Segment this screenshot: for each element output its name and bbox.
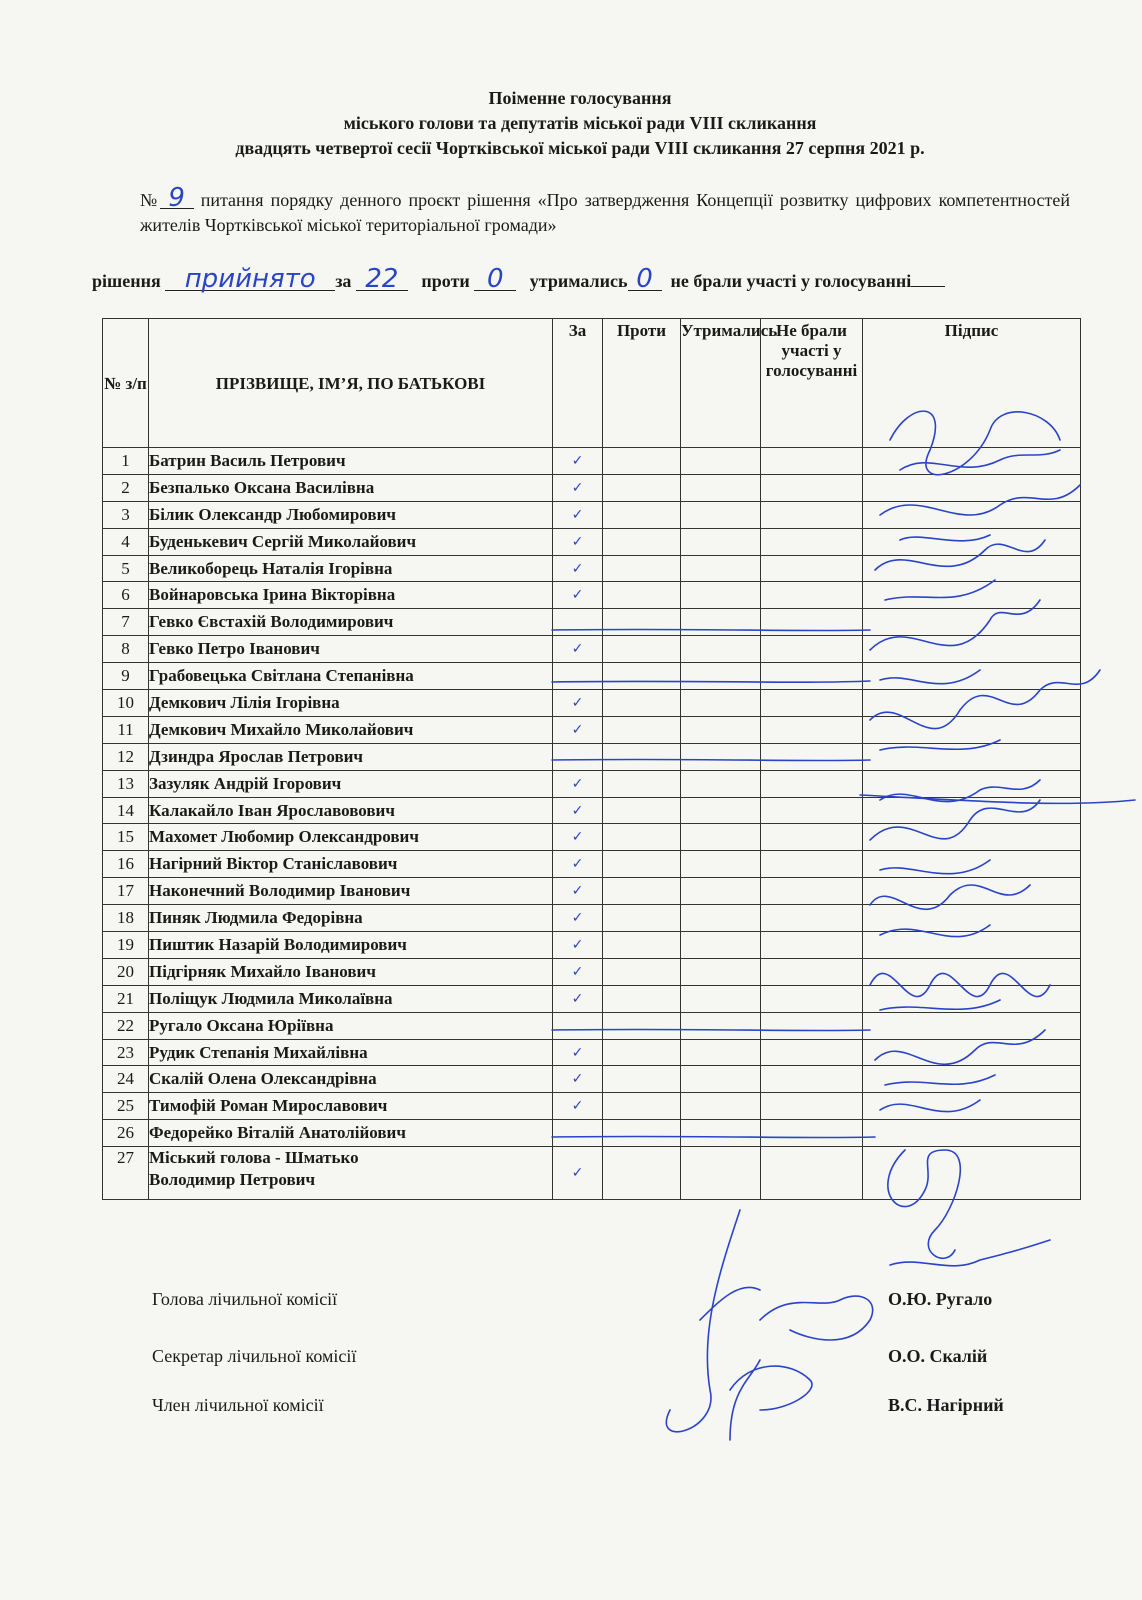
member-name: Безпалько Оксана Василівна xyxy=(149,474,553,501)
row-number: 9 xyxy=(103,663,149,690)
member-name: Махомет Любомир Олександрович xyxy=(149,824,553,851)
commission-secretary-name: О.О. Скалій xyxy=(888,1346,988,1366)
member-name-line2: Володимир Петрович xyxy=(149,1170,316,1190)
vote-not-voted-cell xyxy=(761,958,863,985)
signature-cell xyxy=(863,932,1081,959)
row-number: 21 xyxy=(103,985,149,1012)
vote-against-cell xyxy=(603,770,681,797)
vote-for-mark xyxy=(553,1012,603,1039)
table-row xyxy=(103,1012,1081,1039)
signature-cell xyxy=(863,636,1081,663)
vote-not-voted-cell xyxy=(761,1147,863,1200)
vote-for-mark: ✓ xyxy=(553,958,603,985)
vote-for-mark: ✓ xyxy=(553,1066,603,1093)
table-row xyxy=(103,1147,1081,1200)
vote-against-cell xyxy=(603,851,681,878)
member-name: Поліщук Людмила Миколаївна xyxy=(149,985,553,1012)
member-name: Нагірний Віктор Станіславович xyxy=(149,851,553,878)
table-row xyxy=(103,609,1081,636)
member-name: Федорейко Віталій Анатолійович xyxy=(149,1120,553,1147)
vote-for-mark: ✓ xyxy=(553,851,603,878)
row-number: 23 xyxy=(103,1039,149,1066)
row-number: 2 xyxy=(103,474,149,501)
vote-against-cell xyxy=(603,582,681,609)
vote-not-voted-cell xyxy=(761,528,863,555)
signature-cell xyxy=(863,528,1081,555)
member-name: Білик Олександр Любомирович xyxy=(149,501,553,528)
table-row xyxy=(103,474,1081,501)
commission-member-label: Член лічильної комісії xyxy=(152,1395,324,1415)
vote-abstain-cell xyxy=(681,797,761,824)
row-number: 18 xyxy=(103,905,149,932)
vote-abstain-cell xyxy=(681,663,761,690)
row-number: 12 xyxy=(103,743,149,770)
vote-not-voted-cell xyxy=(761,474,863,501)
vote-for-mark xyxy=(553,663,603,690)
commission-member-name: В.С. Нагірний xyxy=(888,1395,1004,1415)
table-row xyxy=(103,743,1081,770)
vote-for-mark: ✓ xyxy=(553,448,603,475)
signature-cell xyxy=(863,1012,1081,1039)
for-count: 22 xyxy=(356,268,408,291)
vote-for-mark: ✓ xyxy=(553,1147,603,1200)
vote-abstain-cell xyxy=(681,743,761,770)
table-row xyxy=(103,582,1081,609)
member-name: Підгірняк Михайло Іванович xyxy=(149,958,553,985)
vote-against-cell xyxy=(603,690,681,717)
vote-not-voted-cell xyxy=(761,1039,863,1066)
vote-for-mark: ✓ xyxy=(553,528,603,555)
vote-for-mark: ✓ xyxy=(553,1093,603,1120)
table-row xyxy=(103,690,1081,717)
footer-signature-scribble xyxy=(666,1210,760,1432)
signature-cell xyxy=(863,905,1081,932)
table-row xyxy=(103,501,1081,528)
member-name: Батрин Василь Петрович xyxy=(149,448,553,475)
vote-for-mark: ✓ xyxy=(553,797,603,824)
row-number: 19 xyxy=(103,932,149,959)
signature-cell xyxy=(863,1147,1081,1200)
member-name: Тимофій Роман Мирославович xyxy=(149,1093,553,1120)
vote-not-voted-cell xyxy=(761,690,863,717)
row-number: 13 xyxy=(103,770,149,797)
vote-against-cell xyxy=(603,555,681,582)
row-number: 1 xyxy=(103,448,149,475)
member-name: Рудик Степанія Михайлівна xyxy=(149,1039,553,1066)
signature-cell xyxy=(863,474,1081,501)
footer-signature-scribble xyxy=(890,1240,1050,1266)
vote-abstain-cell xyxy=(681,824,761,851)
abstain-label: утримались xyxy=(529,271,628,291)
table-row xyxy=(103,1120,1081,1147)
vote-not-voted-cell xyxy=(761,1012,863,1039)
against-count: 0 xyxy=(474,268,516,291)
vote-abstain-cell xyxy=(681,716,761,743)
table-row xyxy=(103,448,1081,475)
vote-not-voted-cell xyxy=(761,636,863,663)
member-name: Пиштик Назарій Володимирович xyxy=(149,932,553,959)
for-label: за xyxy=(335,271,352,291)
row-number: 16 xyxy=(103,851,149,878)
col-abstain-header: Утримались xyxy=(681,319,761,448)
member-name: Демкович Михайло Миколайович xyxy=(149,716,553,743)
table-row xyxy=(103,797,1081,824)
vote-abstain-cell xyxy=(681,770,761,797)
row-number: 26 xyxy=(103,1120,149,1147)
footer-signature-scribble xyxy=(760,1296,873,1340)
vote-not-voted-cell xyxy=(761,797,863,824)
commission-chair-label: Голова лічильної комісії xyxy=(152,1289,338,1309)
table-row xyxy=(103,932,1081,959)
row-number: 17 xyxy=(103,878,149,905)
vote-not-voted-cell xyxy=(761,1066,863,1093)
vote-against-cell xyxy=(603,932,681,959)
signature-cell xyxy=(863,1039,1081,1066)
vote-abstain-cell xyxy=(681,582,761,609)
vote-not-voted-cell xyxy=(761,851,863,878)
against-label: проти xyxy=(421,271,470,291)
row-number: 10 xyxy=(103,690,149,717)
vote-for-mark: ✓ xyxy=(553,770,603,797)
vote-for-mark: ✓ xyxy=(553,582,603,609)
signature-cell xyxy=(863,716,1081,743)
vote-for-mark: ✓ xyxy=(553,716,603,743)
vote-abstain-cell xyxy=(681,555,761,582)
signature-cell xyxy=(863,690,1081,717)
session-line: двадцять четвертої сесії Чортківської міської ради VIII скликання 27 серпня 2021 р. xyxy=(235,138,925,158)
member-name: Дзиндра Ярослав Петрович xyxy=(149,743,553,770)
vote-table-body xyxy=(103,448,1081,1200)
signature-cell xyxy=(863,1120,1081,1147)
vote-not-voted-cell xyxy=(761,663,863,690)
vote-against-cell xyxy=(603,448,681,475)
member-name: Наконечний Володимир Іванович xyxy=(149,878,553,905)
vote-abstain-cell xyxy=(681,501,761,528)
vote-for-mark: ✓ xyxy=(553,905,603,932)
vote-not-voted-cell xyxy=(761,743,863,770)
vote-not-voted-cell xyxy=(761,555,863,582)
vote-abstain-cell xyxy=(681,1066,761,1093)
vote-abstain-cell xyxy=(681,1093,761,1120)
signature-cell xyxy=(863,1093,1081,1120)
col-signature-header: Підпис xyxy=(863,319,1081,448)
signature-cell xyxy=(863,824,1081,851)
vote-abstain-cell xyxy=(681,448,761,475)
row-number: 20 xyxy=(103,958,149,985)
member-name: Буденькевич Сергій Миколайович xyxy=(149,528,553,555)
agenda-question xyxy=(140,183,1070,238)
vote-against-cell xyxy=(603,1093,681,1120)
decision-label: рішення xyxy=(92,271,161,291)
vote-not-voted-cell xyxy=(761,582,863,609)
row-number: 22 xyxy=(103,1012,149,1039)
row-number: 24 xyxy=(103,1066,149,1093)
table-row xyxy=(103,985,1081,1012)
vote-abstain-cell xyxy=(681,609,761,636)
vote-against-cell xyxy=(603,824,681,851)
signature-cell xyxy=(863,985,1081,1012)
member-name: Ругало Оксана Юріївна xyxy=(149,1012,553,1039)
vote-against-cell xyxy=(603,797,681,824)
member-name: Гевко Євстахій Володимирович xyxy=(149,609,553,636)
row-number: 8 xyxy=(103,636,149,663)
vote-abstain-cell xyxy=(681,474,761,501)
member-name-line1: Міський голова - Шматько xyxy=(149,1148,359,1168)
vote-against-cell xyxy=(603,528,681,555)
vote-not-voted-cell xyxy=(761,448,863,475)
table-row xyxy=(103,555,1081,582)
doc-title: Поіменне голосування xyxy=(488,88,672,108)
vote-against-cell xyxy=(603,1120,681,1147)
vote-for-mark: ✓ xyxy=(553,1039,603,1066)
decision-result: прийнято xyxy=(165,268,335,291)
vote-for-mark: ✓ xyxy=(553,690,603,717)
vote-against-cell xyxy=(603,878,681,905)
question-number-prefix: № xyxy=(140,190,160,210)
question-text: питання порядку денного проєкт рішення «Про затвердження Концепції розвитку цифрових компетентностей жителів Чортківської міської територіальної громади» xyxy=(140,190,1070,235)
col-not-voted-header: Не брали участі у голосуванні xyxy=(761,319,863,448)
vote-against-cell xyxy=(603,1012,681,1039)
vote-not-voted-cell xyxy=(761,878,863,905)
signature-cell xyxy=(863,878,1081,905)
vote-against-cell xyxy=(603,985,681,1012)
table-row xyxy=(103,716,1081,743)
signature-cell xyxy=(863,743,1081,770)
vote-against-cell xyxy=(603,1066,681,1093)
row-number: 14 xyxy=(103,797,149,824)
vote-for-mark: ✓ xyxy=(553,932,603,959)
table-row xyxy=(103,1039,1081,1066)
signature-cell xyxy=(863,501,1081,528)
table-row xyxy=(103,770,1081,797)
col-num-header: № з/п xyxy=(103,319,149,448)
table-row xyxy=(103,663,1081,690)
vote-for-mark xyxy=(553,743,603,770)
member-name: Скалій Олена Олександрівна xyxy=(149,1066,553,1093)
vote-against-cell xyxy=(603,1039,681,1066)
decision-line xyxy=(92,264,1082,294)
vote-abstain-cell xyxy=(681,1147,761,1200)
vote-table xyxy=(102,318,1081,1200)
table-row xyxy=(103,636,1081,663)
commission-secretary-label: Секретар лічильної комісії xyxy=(152,1346,357,1366)
vote-abstain-cell xyxy=(681,958,761,985)
vote-for-mark: ✓ xyxy=(553,824,603,851)
vote-for-mark: ✓ xyxy=(553,878,603,905)
footer-signature-scribble xyxy=(730,1360,812,1440)
vote-against-cell xyxy=(603,474,681,501)
row-number: 25 xyxy=(103,1093,149,1120)
row-number: 6 xyxy=(103,582,149,609)
member-name: Великоборець Наталія Ігорівна xyxy=(149,555,553,582)
signature-cell xyxy=(863,797,1081,824)
vote-not-voted-cell xyxy=(761,824,863,851)
col-against-header: Проти xyxy=(603,319,681,448)
table-row xyxy=(103,905,1081,932)
vote-against-cell xyxy=(603,501,681,528)
signature-cell xyxy=(863,582,1081,609)
member-name: Гевко Петро Іванович xyxy=(149,636,553,663)
vote-abstain-cell xyxy=(681,878,761,905)
vote-abstain-cell xyxy=(681,1012,761,1039)
row-number: 4 xyxy=(103,528,149,555)
vote-abstain-cell xyxy=(681,1120,761,1147)
vote-for-mark xyxy=(553,609,603,636)
vote-not-voted-cell xyxy=(761,932,863,959)
vote-for-mark: ✓ xyxy=(553,985,603,1012)
member-name: Пиняк Людмила Федорівна xyxy=(149,905,553,932)
abstain-count: 0 xyxy=(628,268,662,291)
signature-cell xyxy=(863,448,1081,475)
col-for-header: За xyxy=(553,319,603,448)
not-voted-label: не брали участі у голосуванні xyxy=(670,271,912,291)
vote-not-voted-cell xyxy=(761,1120,863,1147)
vote-abstain-cell xyxy=(681,851,761,878)
member-name xyxy=(149,1147,553,1200)
member-name: Зазуляк Андрій Ігорович xyxy=(149,770,553,797)
table-row xyxy=(103,958,1081,985)
vote-not-voted-cell xyxy=(761,501,863,528)
row-number: 7 xyxy=(103,609,149,636)
vote-abstain-cell xyxy=(681,905,761,932)
member-name: Войнаровська Ірина Вікторівна xyxy=(149,582,553,609)
signature-cell xyxy=(863,851,1081,878)
vote-abstain-cell xyxy=(681,528,761,555)
vote-not-voted-cell xyxy=(761,1093,863,1120)
row-number: 15 xyxy=(103,824,149,851)
row-number: 27 xyxy=(103,1147,149,1200)
vote-against-cell xyxy=(603,743,681,770)
member-name: Калакайло Іван Ярославовович xyxy=(149,797,553,824)
signature-cell xyxy=(863,770,1081,797)
vote-for-mark: ✓ xyxy=(553,501,603,528)
table-row xyxy=(103,1066,1081,1093)
doc-subtitle: міського голови та депутатів міської ради VIII скликання xyxy=(343,113,817,133)
vote-against-cell xyxy=(603,905,681,932)
vote-for-mark xyxy=(553,1120,603,1147)
member-name: Демкович Лілія Ігорівна xyxy=(149,690,553,717)
table-row xyxy=(103,851,1081,878)
vote-abstain-cell xyxy=(681,636,761,663)
signature-cell xyxy=(863,1066,1081,1093)
vote-not-voted-cell xyxy=(761,985,863,1012)
col-name-header: ПРІЗВИЩЕ, ІМ’Я, ПО БАТЬКОВІ xyxy=(149,319,553,448)
vote-against-cell xyxy=(603,716,681,743)
question-number: 9 xyxy=(160,188,194,209)
vote-abstain-cell xyxy=(681,985,761,1012)
vote-abstain-cell xyxy=(681,932,761,959)
row-number: 11 xyxy=(103,716,149,743)
vote-against-cell xyxy=(603,958,681,985)
vote-against-cell xyxy=(603,636,681,663)
signature-cell xyxy=(863,958,1081,985)
vote-against-cell xyxy=(603,1147,681,1200)
vote-not-voted-cell xyxy=(761,716,863,743)
signature-cell xyxy=(863,555,1081,582)
vote-not-voted-cell xyxy=(761,609,863,636)
vote-not-voted-cell xyxy=(761,770,863,797)
vote-against-cell xyxy=(603,609,681,636)
vote-abstain-cell xyxy=(681,690,761,717)
commission-chair-name: О.Ю. Ругало xyxy=(888,1289,993,1309)
vote-abstain-cell xyxy=(681,1039,761,1066)
signature-cell xyxy=(863,609,1081,636)
table-row xyxy=(103,878,1081,905)
vote-for-mark: ✓ xyxy=(553,636,603,663)
vote-against-cell xyxy=(603,663,681,690)
not-voted-count xyxy=(911,286,945,287)
row-number: 5 xyxy=(103,555,149,582)
vote-not-voted-cell xyxy=(761,905,863,932)
table-row xyxy=(103,1093,1081,1120)
vote-for-mark: ✓ xyxy=(553,555,603,582)
vote-for-mark: ✓ xyxy=(553,474,603,501)
signature-cell xyxy=(863,663,1081,690)
table-row xyxy=(103,824,1081,851)
member-name: Грабовецька Світлана Степанівна xyxy=(149,663,553,690)
table-header-row xyxy=(103,319,1081,448)
row-number: 3 xyxy=(103,501,149,528)
table-row xyxy=(103,528,1081,555)
